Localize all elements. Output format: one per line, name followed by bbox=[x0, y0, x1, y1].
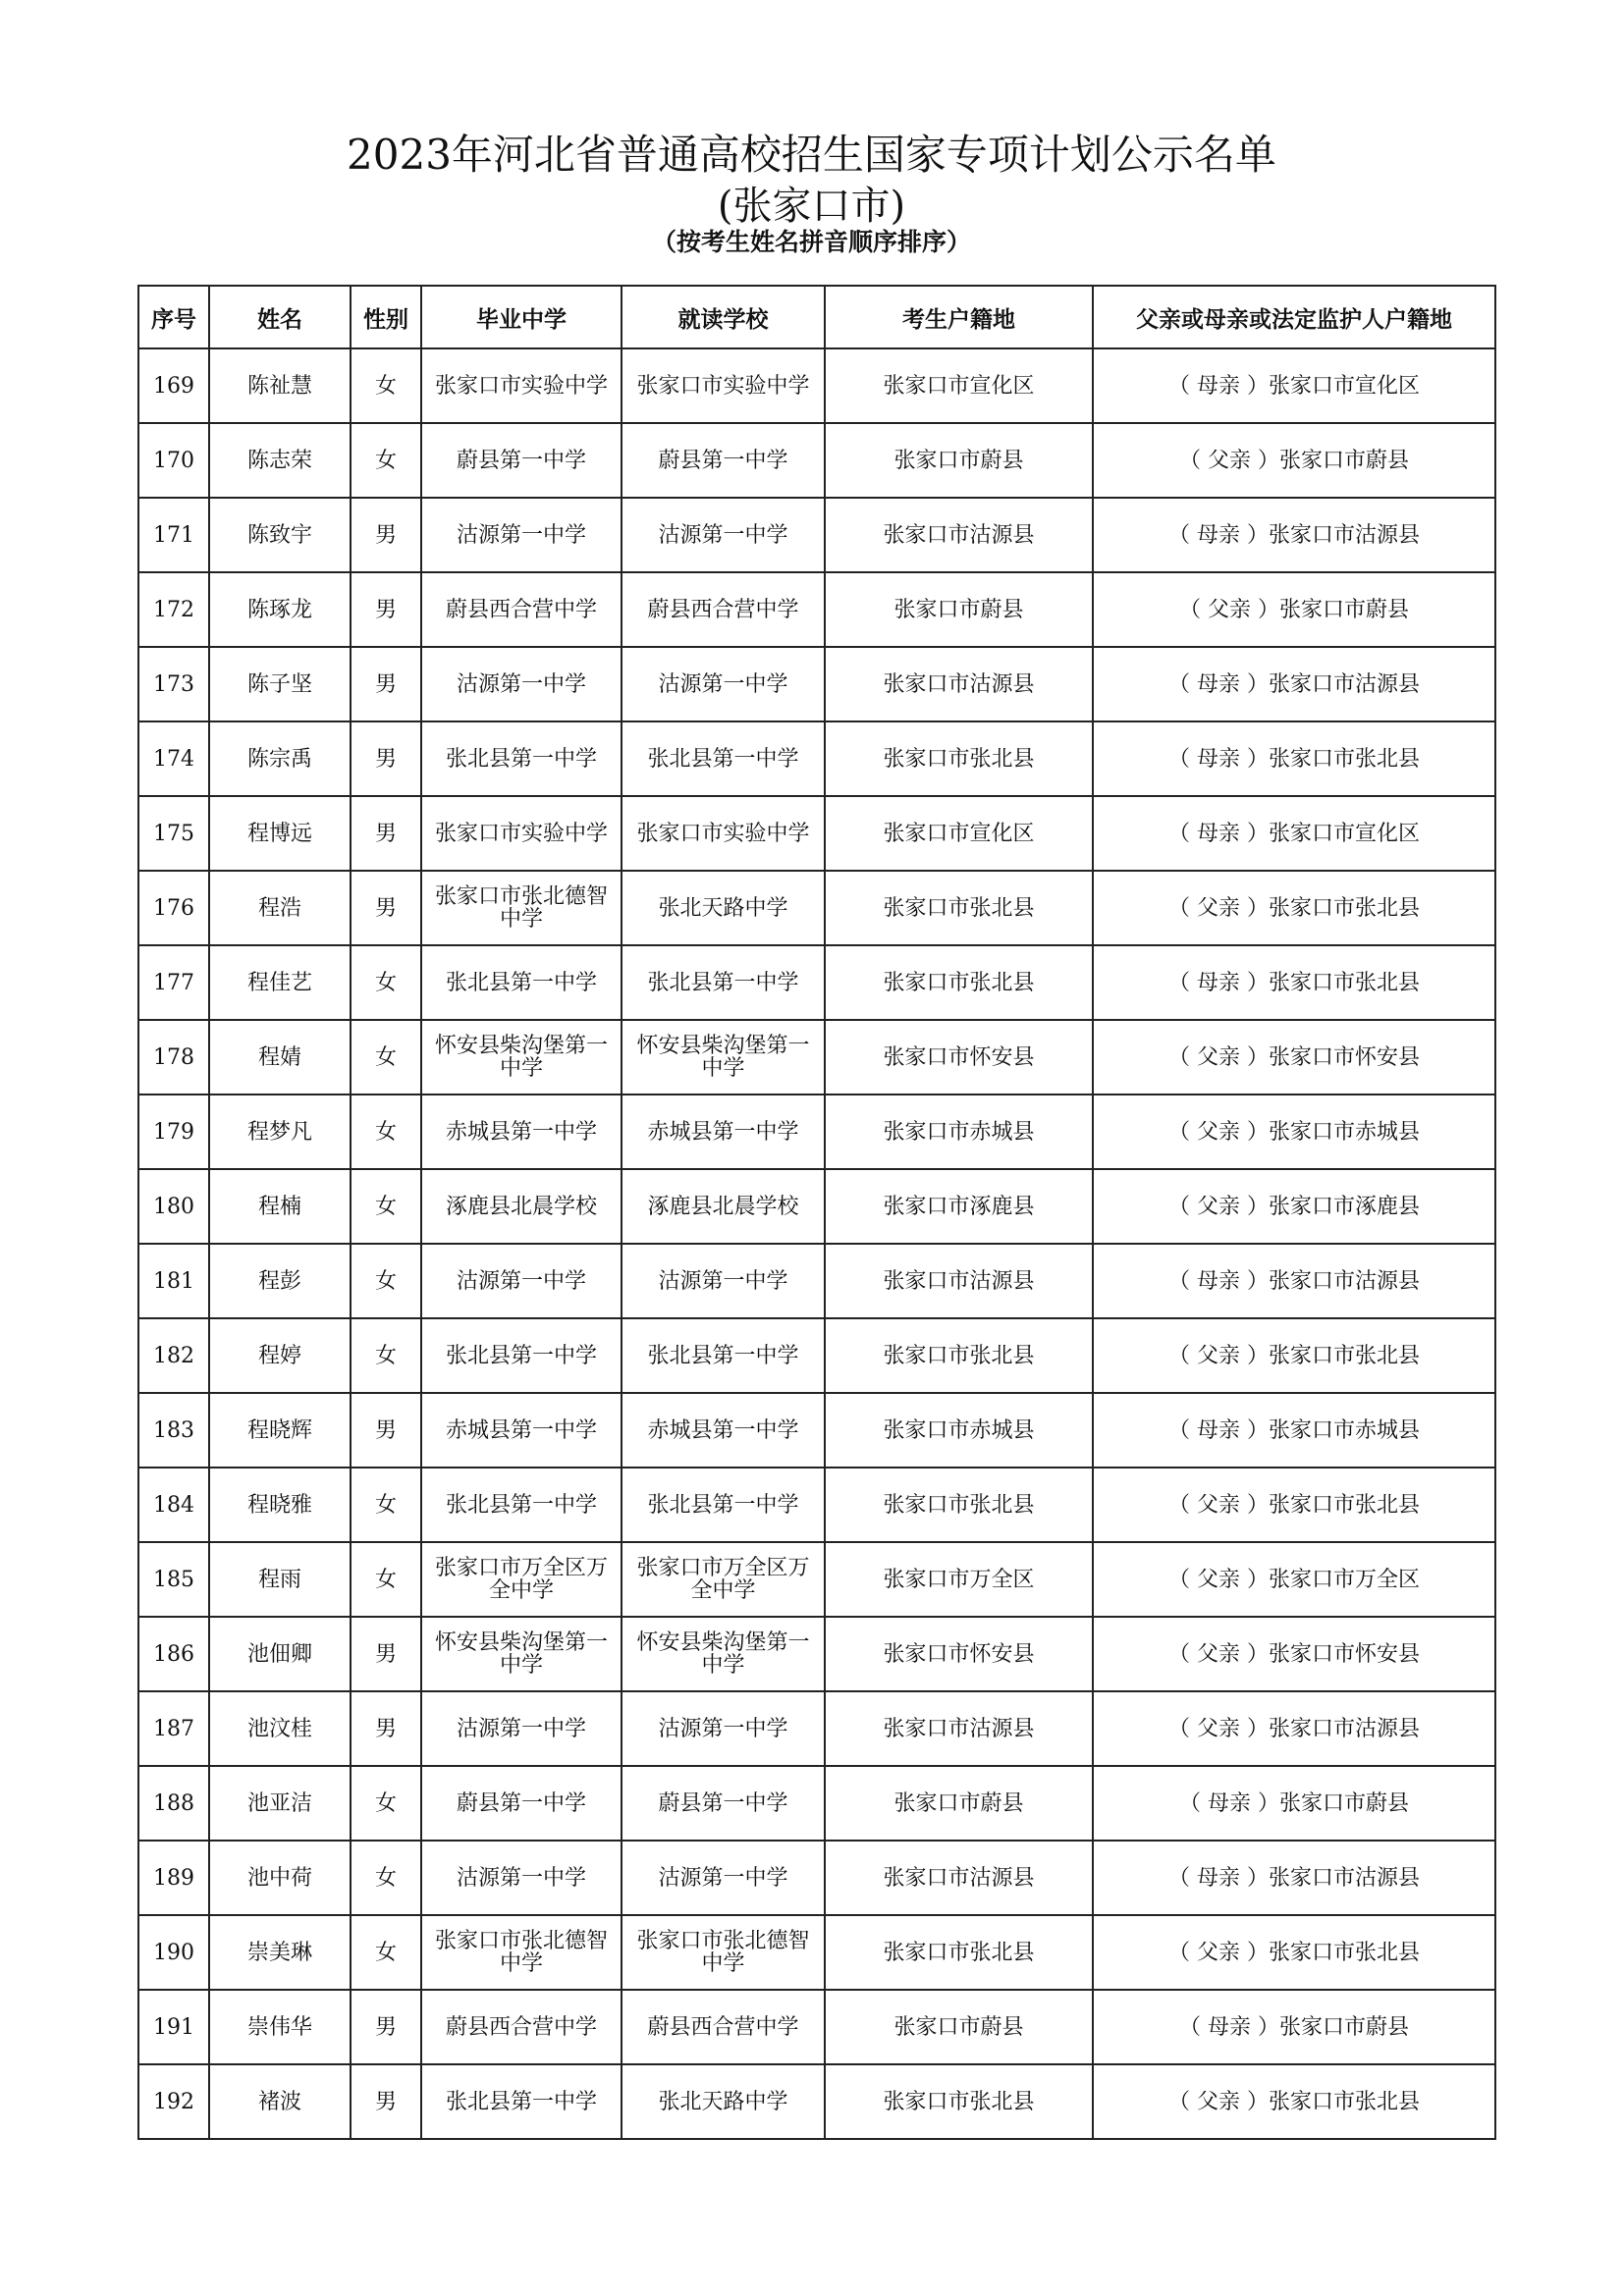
cell-current-school: 张北天路中学 bbox=[622, 2064, 825, 2139]
cell-name: 程浩 bbox=[209, 871, 351, 945]
cell-grad-school: 张北县第一中学 bbox=[421, 1318, 622, 1393]
cell-grad-school: 蔚县第一中学 bbox=[421, 1766, 622, 1841]
cell-no: 179 bbox=[138, 1095, 209, 1169]
cell-guardian-hukou: （ 母亲 ）张家口市沽源县 bbox=[1093, 1841, 1495, 1915]
cell-hukou: 张家口市沽源县 bbox=[825, 1841, 1093, 1915]
cell-current-school: 赤城县第一中学 bbox=[622, 1095, 825, 1169]
cell-current-school: 蔚县第一中学 bbox=[622, 423, 825, 498]
table-row bbox=[138, 1841, 1495, 1915]
cell-hukou: 张家口市宣化区 bbox=[825, 348, 1093, 423]
table-row bbox=[138, 721, 1495, 796]
cell-hukou: 张家口市蔚县 bbox=[825, 1766, 1093, 1841]
table-row bbox=[138, 1766, 1495, 1841]
cell-hukou: 张家口市蔚县 bbox=[825, 572, 1093, 647]
cell-no: 189 bbox=[138, 1841, 209, 1915]
cell-name: 陈子坚 bbox=[209, 647, 351, 721]
cell-name: 池汶桂 bbox=[209, 1691, 351, 1766]
cell-gender: 女 bbox=[351, 1169, 421, 1244]
cell-gender: 男 bbox=[351, 1393, 421, 1468]
cell-no: 175 bbox=[138, 796, 209, 871]
cell-name: 崇美琳 bbox=[209, 1915, 351, 1990]
cell-guardian-hukou: （ 母亲 ）张家口市蔚县 bbox=[1093, 1990, 1495, 2064]
table-row bbox=[138, 1691, 1495, 1766]
cell-gender: 女 bbox=[351, 1318, 421, 1393]
cell-current-school: 怀安县柴沟堡第一中学 bbox=[622, 1020, 825, 1095]
cell-hukou: 张家口市张北县 bbox=[825, 1318, 1093, 1393]
cell-guardian-hukou: （ 父亲 ）张家口市张北县 bbox=[1093, 2064, 1495, 2139]
cell-current-school: 张家口市张北德智中学 bbox=[622, 1915, 825, 1990]
cell-current-school: 怀安县柴沟堡第一中学 bbox=[622, 1617, 825, 1691]
cell-name: 程楠 bbox=[209, 1169, 351, 1244]
cell-hukou: 张家口市沽源县 bbox=[825, 1244, 1093, 1318]
column-header-name: 姓名 bbox=[209, 286, 351, 348]
cell-current-school: 蔚县第一中学 bbox=[622, 1766, 825, 1841]
cell-guardian-hukou: （ 母亲 ）张家口市沽源县 bbox=[1093, 647, 1495, 721]
column-header-current-school: 就读学校 bbox=[622, 286, 825, 348]
cell-guardian-hukou: （ 母亲 ）张家口市赤城县 bbox=[1093, 1393, 1495, 1468]
cell-gender: 女 bbox=[351, 1542, 421, 1617]
cell-name: 程梦凡 bbox=[209, 1095, 351, 1169]
cell-hukou: 张家口市宣化区 bbox=[825, 796, 1093, 871]
cell-no: 181 bbox=[138, 1244, 209, 1318]
cell-name: 程婧 bbox=[209, 1020, 351, 1095]
cell-gender: 女 bbox=[351, 1095, 421, 1169]
table-row bbox=[138, 1169, 1495, 1244]
cell-name: 陈致宇 bbox=[209, 498, 351, 572]
cell-no: 191 bbox=[138, 1990, 209, 2064]
cell-no: 170 bbox=[138, 423, 209, 498]
cell-guardian-hukou: （ 父亲 ）张家口市张北县 bbox=[1093, 1915, 1495, 1990]
cell-name: 陈宗禹 bbox=[209, 721, 351, 796]
cell-no: 171 bbox=[138, 498, 209, 572]
column-header-guardian-hukou: 父亲或母亲或法定监护人户籍地 bbox=[1093, 286, 1495, 348]
cell-grad-school: 怀安县柴沟堡第一中学 bbox=[421, 1020, 622, 1095]
table-row bbox=[138, 348, 1495, 423]
cell-current-school: 张家口市实验中学 bbox=[622, 796, 825, 871]
table-row bbox=[138, 2064, 1495, 2139]
cell-grad-school: 沽源第一中学 bbox=[421, 1691, 622, 1766]
cell-gender: 女 bbox=[351, 423, 421, 498]
cell-grad-school: 沽源第一中学 bbox=[421, 498, 622, 572]
cell-gender: 男 bbox=[351, 1990, 421, 2064]
cell-name: 崇伟华 bbox=[209, 1990, 351, 2064]
cell-guardian-hukou: （ 父亲 ）张家口市怀安县 bbox=[1093, 1617, 1495, 1691]
table-row bbox=[138, 871, 1495, 945]
cell-gender: 男 bbox=[351, 1617, 421, 1691]
cell-hukou: 张家口市蔚县 bbox=[825, 1990, 1093, 2064]
cell-name: 陈琢龙 bbox=[209, 572, 351, 647]
table-header-row bbox=[138, 286, 1495, 348]
cell-name: 程彭 bbox=[209, 1244, 351, 1318]
cell-hukou: 张家口市赤城县 bbox=[825, 1393, 1093, 1468]
cell-name: 程雨 bbox=[209, 1542, 351, 1617]
table-row bbox=[138, 647, 1495, 721]
cell-guardian-hukou: （ 母亲 ）张家口市沽源县 bbox=[1093, 1244, 1495, 1318]
cell-hukou: 张家口市怀安县 bbox=[825, 1020, 1093, 1095]
cell-current-school: 沽源第一中学 bbox=[622, 498, 825, 572]
page-title: 2023年河北省普通高校招生国家专项计划公示名单 bbox=[347, 131, 1276, 179]
cell-guardian-hukou: （ 父亲 ）张家口市张北县 bbox=[1093, 871, 1495, 945]
cell-guardian-hukou: （ 父亲 ）张家口市赤城县 bbox=[1093, 1095, 1495, 1169]
cell-current-school: 张北县第一中学 bbox=[622, 721, 825, 796]
cell-current-school: 蔚县西合营中学 bbox=[622, 572, 825, 647]
column-header-no: 序号 bbox=[138, 286, 209, 348]
cell-hukou: 张家口市万全区 bbox=[825, 1542, 1093, 1617]
cell-guardian-hukou: （ 父亲 ）张家口市张北县 bbox=[1093, 1468, 1495, 1542]
cell-no: 172 bbox=[138, 572, 209, 647]
table-row bbox=[138, 1542, 1495, 1617]
cell-hukou: 张家口市怀安县 bbox=[825, 1617, 1093, 1691]
cell-grad-school: 张家口市实验中学 bbox=[421, 348, 622, 423]
cell-hukou: 张家口市赤城县 bbox=[825, 1095, 1093, 1169]
cell-current-school: 沽源第一中学 bbox=[622, 1244, 825, 1318]
cell-gender: 女 bbox=[351, 1468, 421, 1542]
table-row bbox=[138, 1020, 1495, 1095]
cell-hukou: 张家口市沽源县 bbox=[825, 647, 1093, 721]
table-row bbox=[138, 572, 1495, 647]
cell-gender: 男 bbox=[351, 871, 421, 945]
cell-grad-school: 张家口市万全区万全中学 bbox=[421, 1542, 622, 1617]
cell-guardian-hukou: （ 母亲 ）张家口市宣化区 bbox=[1093, 796, 1495, 871]
table-row bbox=[138, 1244, 1495, 1318]
cell-current-school: 张北县第一中学 bbox=[622, 1468, 825, 1542]
cell-hukou: 张家口市张北县 bbox=[825, 945, 1093, 1020]
cell-gender: 男 bbox=[351, 2064, 421, 2139]
cell-current-school: 张北天路中学 bbox=[622, 871, 825, 945]
cell-no: 185 bbox=[138, 1542, 209, 1617]
cell-hukou: 张家口市张北县 bbox=[825, 1915, 1093, 1990]
cell-grad-school: 张家口市实验中学 bbox=[421, 796, 622, 871]
cell-gender: 女 bbox=[351, 1915, 421, 1990]
cell-grad-school: 沽源第一中学 bbox=[421, 647, 622, 721]
cell-current-school: 张家口市万全区万全中学 bbox=[622, 1542, 825, 1617]
cell-no: 176 bbox=[138, 871, 209, 945]
cell-no: 188 bbox=[138, 1766, 209, 1841]
column-header-grad-school: 毕业中学 bbox=[421, 286, 622, 348]
cell-no: 182 bbox=[138, 1318, 209, 1393]
cell-guardian-hukou: （ 母亲 ）张家口市蔚县 bbox=[1093, 1766, 1495, 1841]
cell-name: 程佳艺 bbox=[209, 945, 351, 1020]
table-row bbox=[138, 498, 1495, 572]
cell-guardian-hukou: （ 父亲 ）张家口市怀安县 bbox=[1093, 1020, 1495, 1095]
table-row bbox=[138, 1990, 1495, 2064]
table-row bbox=[138, 1095, 1495, 1169]
cell-no: 173 bbox=[138, 647, 209, 721]
cell-no: 183 bbox=[138, 1393, 209, 1468]
table-row bbox=[138, 796, 1495, 871]
cell-hukou: 张家口市蔚县 bbox=[825, 423, 1093, 498]
cell-guardian-hukou: （ 父亲 ）张家口市万全区 bbox=[1093, 1542, 1495, 1617]
cell-gender: 男 bbox=[351, 498, 421, 572]
cell-guardian-hukou: （ 父亲 ）张家口市沽源县 bbox=[1093, 1691, 1495, 1766]
cell-current-school: 沽源第一中学 bbox=[622, 1691, 825, 1766]
cell-no: 187 bbox=[138, 1691, 209, 1766]
cell-gender: 女 bbox=[351, 1766, 421, 1841]
cell-grad-school: 张北县第一中学 bbox=[421, 721, 622, 796]
cell-gender: 女 bbox=[351, 1244, 421, 1318]
cell-name: 褚波 bbox=[209, 2064, 351, 2139]
cell-guardian-hukou: （ 父亲 ）张家口市张北县 bbox=[1093, 1318, 1495, 1393]
cell-name: 程婷 bbox=[209, 1318, 351, 1393]
cell-hukou: 张家口市张北县 bbox=[825, 2064, 1093, 2139]
page-subtitle: (张家口市) bbox=[717, 184, 906, 229]
cell-hukou: 张家口市张北县 bbox=[825, 1468, 1093, 1542]
sort-note: （按考生姓名拼音顺序排序） bbox=[651, 228, 971, 256]
cell-name: 程博远 bbox=[209, 796, 351, 871]
cell-current-school: 赤城县第一中学 bbox=[622, 1393, 825, 1468]
cell-guardian-hukou: （ 母亲 ）张家口市张北县 bbox=[1093, 945, 1495, 1020]
cell-hukou: 张家口市张北县 bbox=[825, 721, 1093, 796]
cell-guardian-hukou: （ 母亲 ）张家口市沽源县 bbox=[1093, 498, 1495, 572]
cell-gender: 男 bbox=[351, 1691, 421, 1766]
cell-no: 177 bbox=[138, 945, 209, 1020]
cell-no: 184 bbox=[138, 1468, 209, 1542]
cell-name: 陈祉慧 bbox=[209, 348, 351, 423]
column-header-gender: 性别 bbox=[351, 286, 421, 348]
cell-no: 180 bbox=[138, 1169, 209, 1244]
cell-hukou: 张家口市张北县 bbox=[825, 871, 1093, 945]
cell-grad-school: 涿鹿县北晨学校 bbox=[421, 1169, 622, 1244]
cell-guardian-hukou: （ 父亲 ）张家口市蔚县 bbox=[1093, 572, 1495, 647]
table-row bbox=[138, 1468, 1495, 1542]
cell-current-school: 张北县第一中学 bbox=[622, 1318, 825, 1393]
table-row bbox=[138, 1915, 1495, 1990]
table-row bbox=[138, 423, 1495, 498]
cell-grad-school: 赤城县第一中学 bbox=[421, 1095, 622, 1169]
cell-hukou: 张家口市沽源县 bbox=[825, 1691, 1093, 1766]
cell-current-school: 张北县第一中学 bbox=[622, 945, 825, 1020]
cell-hukou: 张家口市涿鹿县 bbox=[825, 1169, 1093, 1244]
cell-name: 池中荷 bbox=[209, 1841, 351, 1915]
cell-grad-school: 张北县第一中学 bbox=[421, 1468, 622, 1542]
cell-guardian-hukou: （ 父亲 ）张家口市蔚县 bbox=[1093, 423, 1495, 498]
cell-name: 程晓辉 bbox=[209, 1393, 351, 1468]
cell-name: 陈志荣 bbox=[209, 423, 351, 498]
table-row bbox=[138, 945, 1495, 1020]
cell-gender: 女 bbox=[351, 1841, 421, 1915]
cell-guardian-hukou: （ 母亲 ）张家口市张北县 bbox=[1093, 721, 1495, 796]
column-header-hukou: 考生户籍地 bbox=[825, 286, 1093, 348]
cell-grad-school: 张北县第一中学 bbox=[421, 945, 622, 1020]
cell-no: 178 bbox=[138, 1020, 209, 1095]
roster-table bbox=[137, 285, 1496, 2140]
table-row bbox=[138, 1617, 1495, 1691]
cell-grad-school: 张家口市张北德智中学 bbox=[421, 1915, 622, 1990]
cell-no: 186 bbox=[138, 1617, 209, 1691]
cell-gender: 男 bbox=[351, 796, 421, 871]
cell-grad-school: 沽源第一中学 bbox=[421, 1841, 622, 1915]
cell-gender: 男 bbox=[351, 721, 421, 796]
table-body bbox=[138, 348, 1495, 2139]
cell-gender: 男 bbox=[351, 647, 421, 721]
cell-current-school: 蔚县西合营中学 bbox=[622, 1990, 825, 2064]
cell-hukou: 张家口市沽源县 bbox=[825, 498, 1093, 572]
table-row bbox=[138, 1393, 1495, 1468]
cell-current-school: 涿鹿县北晨学校 bbox=[622, 1169, 825, 1244]
cell-gender: 女 bbox=[351, 945, 421, 1020]
cell-no: 190 bbox=[138, 1915, 209, 1990]
cell-no: 174 bbox=[138, 721, 209, 796]
cell-name: 池亚洁 bbox=[209, 1766, 351, 1841]
cell-grad-school: 蔚县西合营中学 bbox=[421, 572, 622, 647]
cell-grad-school: 张北县第一中学 bbox=[421, 2064, 622, 2139]
cell-guardian-hukou: （ 母亲 ）张家口市宣化区 bbox=[1093, 348, 1495, 423]
cell-gender: 男 bbox=[351, 572, 421, 647]
cell-gender: 女 bbox=[351, 348, 421, 423]
cell-grad-school: 张家口市张北德智中学 bbox=[421, 871, 622, 945]
cell-no: 169 bbox=[138, 348, 209, 423]
cell-grad-school: 蔚县西合营中学 bbox=[421, 1990, 622, 2064]
cell-current-school: 沽源第一中学 bbox=[622, 647, 825, 721]
cell-no: 192 bbox=[138, 2064, 209, 2139]
cell-current-school: 张家口市实验中学 bbox=[622, 348, 825, 423]
cell-guardian-hukou: （ 父亲 ）张家口市涿鹿县 bbox=[1093, 1169, 1495, 1244]
cell-grad-school: 沽源第一中学 bbox=[421, 1244, 622, 1318]
cell-current-school: 沽源第一中学 bbox=[622, 1841, 825, 1915]
cell-grad-school: 怀安县柴沟堡第一中学 bbox=[421, 1617, 622, 1691]
cell-gender: 女 bbox=[351, 1020, 421, 1095]
cell-name: 池佃卿 bbox=[209, 1617, 351, 1691]
cell-grad-school: 蔚县第一中学 bbox=[421, 423, 622, 498]
cell-name: 程晓雅 bbox=[209, 1468, 351, 1542]
table-row bbox=[138, 1318, 1495, 1393]
cell-grad-school: 赤城县第一中学 bbox=[421, 1393, 622, 1468]
